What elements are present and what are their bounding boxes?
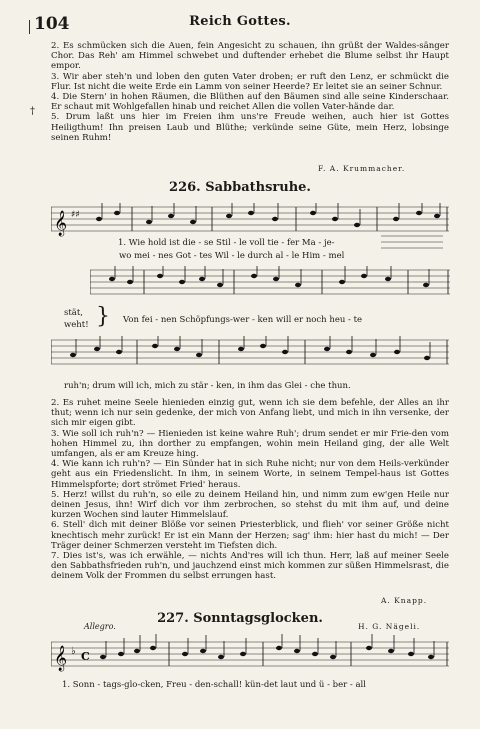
music-staff-227-1 <box>51 634 451 680</box>
author-signature-2: A. Knapp. <box>381 596 428 605</box>
hymn-227-title: 227. Sonntagsglocken. <box>157 611 323 626</box>
stanza-4-b: 4. Wie kann ich ruh'n? — Ein Sünder hat in sich Ruhe nicht; nur von dem Heils-verkünder geht aus ein Friedenslicht. In ihm, in seinem Worte, in seinem Tempel-haus ist Gottes Himmelspforte; dort strömet Fried' heraus. <box>51 459 449 490</box>
author-signature: F. A. Krummacher. <box>318 164 406 173</box>
stanza-2-b: 2. Es ruhet meine Seele hienieden einzig gut, wenn ich sie dem befehle, der Alles an ihr thut; wenn ich nur sein gedenke, der mich von Anfang liebt, und mich in ihn versenke, der sich mir eigen gibt. <box>51 398 449 429</box>
composer: H. G. Nägeli. <box>358 622 421 631</box>
page-number: 104 <box>34 14 70 34</box>
bottom-stanzas <box>51 398 449 582</box>
tempo-marking: Allegro. <box>84 622 116 631</box>
music-staff-226-3 <box>51 336 451 376</box>
lyrics-brace: } <box>96 304 110 329</box>
hymn-226-lyrics-1: 1. Wie hold ist die - se Stil - le voll tie - fer Ma - je- <box>118 238 335 248</box>
hymn-226-lyrics-2: wo mei - nes Got - tes Wil - le durch al - le Him - mel <box>119 251 345 261</box>
stanza-5: 5. Drum laßt uns hier im Freien ihm uns're Freude weihen, auch hier ist Gottes Heiligthum! Ihn preisen Laub und Blüthe; verkünde seine Güte, mein Herz, lobsinge seinen Ruhm! <box>51 112 449 143</box>
top-stanzas <box>51 41 449 143</box>
svg-text:♯♯: ♯♯ <box>71 210 80 220</box>
stanza-4: 4. Die Stern' in hohen Räumen, die Blüthen auf den Bäumen sind alle seine Kinderschaar. Er schaut mit Wohlgefallen hinab und reichet Allen die vollen Vater-hände dar. <box>51 92 449 113</box>
hymn-227-lyrics-1: 1. Sonn - tags-glo-cken, Freu - den-schall! kün-det laut und ü - ber - all <box>62 680 366 690</box>
svg-text:𝄞: 𝄞 <box>54 211 68 236</box>
stanza-5-b: 5. Herz! willst du ruh'n, so eile zu deinem Heiland hin, und nimm zum ew'gen Heile nur deinen Jesus, ihn! Wirf dich vor ihm zerbrochen, so stehst du mit ihm auf, und deine kurzen Wochen sind lauter Himmelslauf. <box>51 489 449 521</box>
stanza-3: 3. Wir aber steh'n und loben den guten Vater droben; er ruft den Lenz, er schmückt die Flur. Ist nicht die weite Erde ein Lamm von seiner Heerde? Er leitet sie an seiner Schnur. <box>51 71 449 92</box>
hymn-226-lyrics-bracket-b: weht! <box>64 320 89 330</box>
hymn-226-lyrics-3: Von fei - nen Schöpfungs-wer - ken will er noch heu - te <box>123 315 363 325</box>
hymn-226-lyrics-4: ruh'n; drum will ich, mich zu stär - ken, in ihm das Glei - che thun. <box>64 381 351 391</box>
margin-mark: † <box>30 106 35 117</box>
stanza-3-b: 3. Wie soll ich ruh'n? — Hienieden ist keine wahre Ruh'; drum sendet er mir Frie-den vom hohen Himmel zu, ihn dorther zu empfangen, wohin mein Heiland ging, der alle Welt umfangen, als er am Kreuze hing. <box>51 428 449 460</box>
stanza-7-b: 7. Dies ist's, was ich erwähle, — nichts And'res will ich thun. Herr, laß auf meiner Seele den Sabbathsfrieden ruh'n, und jauchzend einst mich kommen zur süßen Himmelsrast, die deinem Volk der Frommen du selbst errungen hast. <box>51 551 449 582</box>
hymn-226-lyrics-bracket-a: stät, <box>64 308 83 318</box>
music-staff-226-2 <box>90 266 452 306</box>
svg-text:♭: ♭ <box>71 646 76 657</box>
svg-text:𝄞: 𝄞 <box>54 646 68 671</box>
hymn-226-title: 226. Sabbathsruhe. <box>169 180 311 195</box>
stanza-6-b: 6. Stell' dich mit deiner Blöße vor seinen Priesterblick, und flieh' vor seiner Größe nicht knechtisch mehr zurück! Er ist ein Mann der Herzen; sag' ihm: hier hast du mich! — Der Träger deiner Schmerzen versteht im Tiefsten dich. <box>51 520 449 551</box>
running-title: Reich Gottes. <box>189 14 291 29</box>
stanza-2: 2. Es schmücken sich die Auen, fein Angesicht zu schauen, ihn grüßt der Waldes-sänger Chor. Das Reh' am Himmel schwebet und duftender erhebet die Blume selbst ihr Haupt empor. <box>51 41 449 72</box>
svg-text:C: C <box>81 650 90 663</box>
